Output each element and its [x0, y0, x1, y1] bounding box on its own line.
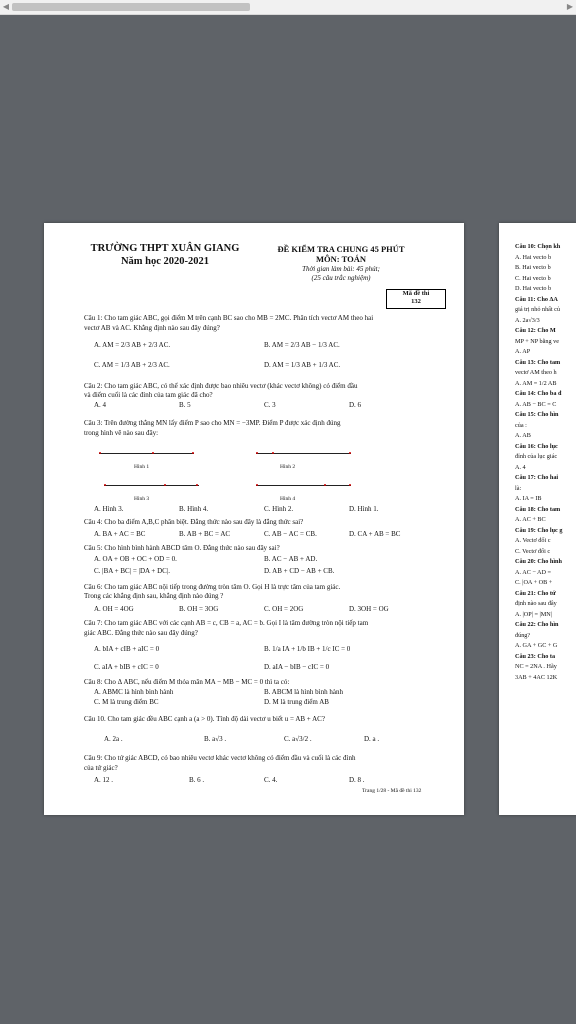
page-2-line: Câu 14: Cho ba đ — [515, 390, 562, 397]
page-2-line: 3AB + 4AC 12K — [515, 673, 558, 681]
q7-option-c: C. aIA + bIB + cIC = 0 — [94, 663, 159, 671]
q9-stem-line2: của tứ giác? — [84, 764, 118, 772]
page-2-line: Câu 20: Cho hình — [515, 558, 562, 565]
q5-stem: Câu 5: Cho hình bình hành ABCD tâm O. Đẳng thức nào sau đây sai? — [84, 544, 280, 552]
q8-option-b: B. ABCM là hình bình hành — [264, 688, 343, 696]
q10-option-c: C. a√3/2 . — [284, 735, 312, 743]
q8-stem: Câu 8: Cho Δ ABC, nếu điểm M thỏa mãn MA − MB − MC = 0 thì ta có: — [84, 678, 290, 686]
q10-option-b: B. a√3 . — [204, 735, 227, 743]
q6-option-b: B. OH = 3OG — [179, 605, 219, 613]
page-2-line: Câu 10: Chọn kh — [515, 243, 561, 250]
page-2-line: A. AC + BC — [515, 516, 546, 523]
page-2-line: Câu 12: Cho M — [515, 327, 556, 334]
q1-option-c: C. AM = 1/3 AB + 2/3 AC. — [94, 361, 170, 369]
page-2-line: A. AP — [515, 348, 531, 355]
q5-option-d: D. AB + CD − AB + CB. — [264, 567, 335, 575]
q3-option-c: C. Hình 2. — [264, 505, 294, 513]
q1-stem-line1: Câu 1: Cho tam giác ABC, gọi điểm M trên cạnh BC sao cho MB = 2MC. Phân tích vectơ AM theo hai — [84, 314, 374, 322]
page-2-line: C. |OA + OB + — [515, 579, 553, 586]
q2-option-d: D. 6 — [349, 401, 362, 409]
q8-option-c: C. M là trung điểm BC — [94, 698, 159, 706]
page-2-line: A. 2a√3/3 — [515, 316, 540, 324]
q2-option-a: A. 4 — [94, 401, 107, 409]
page-2-line: đỉnh của lục giác — [515, 453, 558, 460]
figure-2-label: Hình 2 — [280, 464, 296, 470]
page-2-line: là: — [515, 484, 522, 492]
page-2-line: A. Hai vecto b — [515, 253, 552, 261]
page-2-line: giá trị nhỏ nhất củ — [515, 306, 561, 313]
page-2-line: MP + NP bằng ve — [515, 337, 559, 345]
page-2-line: A. 4 — [515, 463, 526, 471]
q9-option-d: D. 8 . — [349, 776, 365, 784]
page-2-line: C. Vectơ đối c — [515, 547, 551, 555]
school-year: Năm học 2020-2021 — [120, 256, 210, 267]
page-2-line: A. AB — [515, 432, 531, 439]
q2-option-b: B. 5 — [179, 401, 191, 409]
page-2-line: Câu 23: Cho ta — [515, 652, 556, 660]
document-page-1 — [44, 223, 464, 815]
q9-option-c: C. 4. — [264, 776, 278, 784]
page-2-line: A. AM = 1/2 AB — [515, 379, 557, 387]
q1-stem-line2: vectơ AB và AC. Khẳng định nào sau đây đúng? — [84, 324, 220, 332]
page-2-line: định nào sau đây — [515, 600, 557, 607]
q10-stem: Câu 10. Cho tam giác đều ABC cạnh a (a > 0). Tính độ dài vectơ u biết u = AB + AC? — [84, 715, 325, 723]
exam-code-value: 132 — [411, 298, 421, 305]
page-2-line: A. AB − BC = C — [515, 400, 557, 408]
page-footer: Trang 1/28 - Mã đề thi 132 — [362, 788, 422, 794]
page-2-content — [515, 243, 562, 684]
page-2-line: vectơ AM theo h — [515, 369, 557, 376]
q1-option-b: B. AM = 2/3 AB − 1/3 AC. — [264, 341, 340, 349]
q6-stem-line1: Câu 6: Cho tam giác ABC nội tiếp trong đường tròn tâm O. Gọi H là trực tâm của tam giác. — [84, 583, 341, 591]
page-2-line: Câu 11: Cho ΔA — [515, 295, 558, 303]
q10-option-d: D. a . — [364, 735, 380, 743]
q4-stem: Câu 4: Cho ba điểm A,B,C phân biệt. Đẳng thức nào sau đây là đẳng thức sai? — [84, 518, 304, 526]
page-2-line: B. Hai vecto b — [515, 264, 551, 271]
q5-option-a: A. OA + OB + OC + OD = 0. — [94, 555, 177, 563]
page-2-line: A. IA = IB — [515, 495, 542, 502]
page-2-line: NC = 2NA . Hãy — [515, 663, 557, 670]
horizontal-scrollbar[interactable] — [0, 0, 576, 15]
q1-option-a: A. AM = 2/3 AB + 2/3 AC. — [94, 341, 171, 349]
q2-option-c: C. 3 — [264, 401, 276, 409]
figure-3-label: Hình 3 — [134, 496, 150, 502]
page-2-line: A. AC − AD = — [515, 568, 552, 576]
q10-option-a: A. 2a . — [104, 735, 123, 743]
exam-code-box — [386, 289, 446, 309]
scroll-left-arrow-icon[interactable]: ◀ — [2, 2, 10, 11]
scrollbar-thumb[interactable] — [12, 3, 250, 11]
q8-option-d: D. M là trung điểm AB — [264, 698, 329, 706]
q1-option-d: D. AM = 1/3 AB + 1/3 AC. — [264, 361, 341, 369]
q4-option-d: D. CA + AB = BC — [349, 530, 401, 538]
q3-option-a: A. Hình 3. — [94, 505, 124, 513]
page-2-line: A. Vectơ đối c — [515, 537, 551, 544]
q7-option-d: D. aIA − bIB − cIC = 0 — [264, 663, 330, 671]
q9-stem-line1: Câu 9: Cho tứ giác ABCD, có bao nhiêu vectơ khác vectơ không có điểm đầu và cuối là các đỉnh — [84, 754, 356, 762]
q9-option-a: A. 12 . — [94, 776, 114, 784]
page-2-line: D. Hai vecto b — [515, 285, 552, 292]
figure-4-label: Hình 4 — [280, 496, 296, 502]
page-2-line: Câu 16: Cho lục — [515, 442, 558, 450]
q6-option-c: C. OH = 2OG — [264, 605, 304, 613]
q3-stem-line2: trong hình vẽ nào sau đây: — [84, 429, 159, 437]
q7-stem-line1: Câu 7: Cho tam giác ABC với các cạnh AB = c, CB = a, AC = b. Gọi I là tâm đường tròn nội tiếp tam — [84, 619, 369, 627]
exam-subject: MÔN: TOÁN — [316, 254, 366, 264]
page-2-line: của : — [515, 421, 527, 429]
q6-stem-line2: Trong các khẳng định sau, khẳng định nào đúng ? — [84, 592, 224, 600]
q3-option-d: D. Hình 1. — [349, 505, 379, 513]
q2-stem-line2: và điểm cuối là các đỉnh của tam giác đã cho? — [84, 391, 213, 399]
page-2-line: C. Hai vecto b — [515, 274, 551, 282]
figure-1-label: Hình 1 — [134, 464, 150, 470]
exam-code-label: Mã đề thi — [402, 290, 430, 297]
q3-option-b: B. Hình 4. — [179, 505, 209, 513]
scroll-right-arrow-icon[interactable]: ▶ — [566, 2, 574, 11]
exam-question-count: (25 câu trắc nghiệm) — [311, 274, 371, 282]
page-2-line: Câu 18: Cho tam — [515, 505, 561, 513]
page-2-line: A. GA + GC + G — [515, 642, 558, 649]
q4-option-b: B. AB + BC = AC — [179, 530, 231, 538]
page-2-line: Câu 15: Cho hìn — [515, 411, 559, 418]
q7-option-b: B. 1/a IA + 1/b IB + 1/c IC = 0 — [264, 645, 351, 653]
school-name: TRƯỜNG THPT XUÂN GIANG — [90, 243, 240, 254]
q6-option-a: A. OH = 4OG — [94, 605, 134, 613]
page-2-line: Câu 13: Cho tam — [515, 358, 561, 366]
page-2-line: Câu 19: Cho lục g — [515, 526, 563, 534]
page-2-line: đúng? — [515, 631, 531, 639]
page-2-line: A. |OP| = |MN| — [515, 610, 552, 618]
page-2-line: Câu 22: Cho hìn — [515, 621, 559, 628]
page-2-line: Câu 17: Cho hai — [515, 474, 559, 481]
page-2-line: Câu 21: Cho tứ — [515, 589, 556, 597]
q2-stem-line1: Câu 2: Cho tam giác ABC, có thể xác định được bao nhiêu vectơ (khác vectơ không) có điểm đầu — [84, 382, 358, 390]
exam-duration: Thời gian làm bài: 45 phút; — [302, 265, 380, 273]
q6-option-d: D. 3OH = OG — [349, 605, 389, 613]
q7-stem-line2: giác ABC. Đẳng thức nào sau đây đúng? — [84, 629, 198, 637]
q7-option-a: A. bIA + cIB + aIC = 0 — [94, 645, 160, 653]
q4-option-a: A. BA + AC = BC — [94, 530, 146, 538]
q5-option-b: B. AC − AB + AD. — [264, 555, 318, 563]
q8-option-a: A. ABMC là hình bình hành — [94, 688, 174, 696]
q3-stem-line1: Câu 3: Trên đường thẳng MN lấy điểm P sao cho MN = −3MP. Điểm P được xác định đúng — [84, 419, 341, 427]
exam-title: ĐỀ KIỂM TRA CHUNG 45 PHÚT — [277, 244, 405, 254]
q5-option-c: C. |BA + BC| = |DA + DC|. — [94, 567, 170, 575]
q9-option-b: B. 6 . — [189, 776, 205, 784]
q4-option-c: C. AB − AC = CB. — [264, 530, 317, 538]
document-page-2 — [499, 223, 576, 815]
